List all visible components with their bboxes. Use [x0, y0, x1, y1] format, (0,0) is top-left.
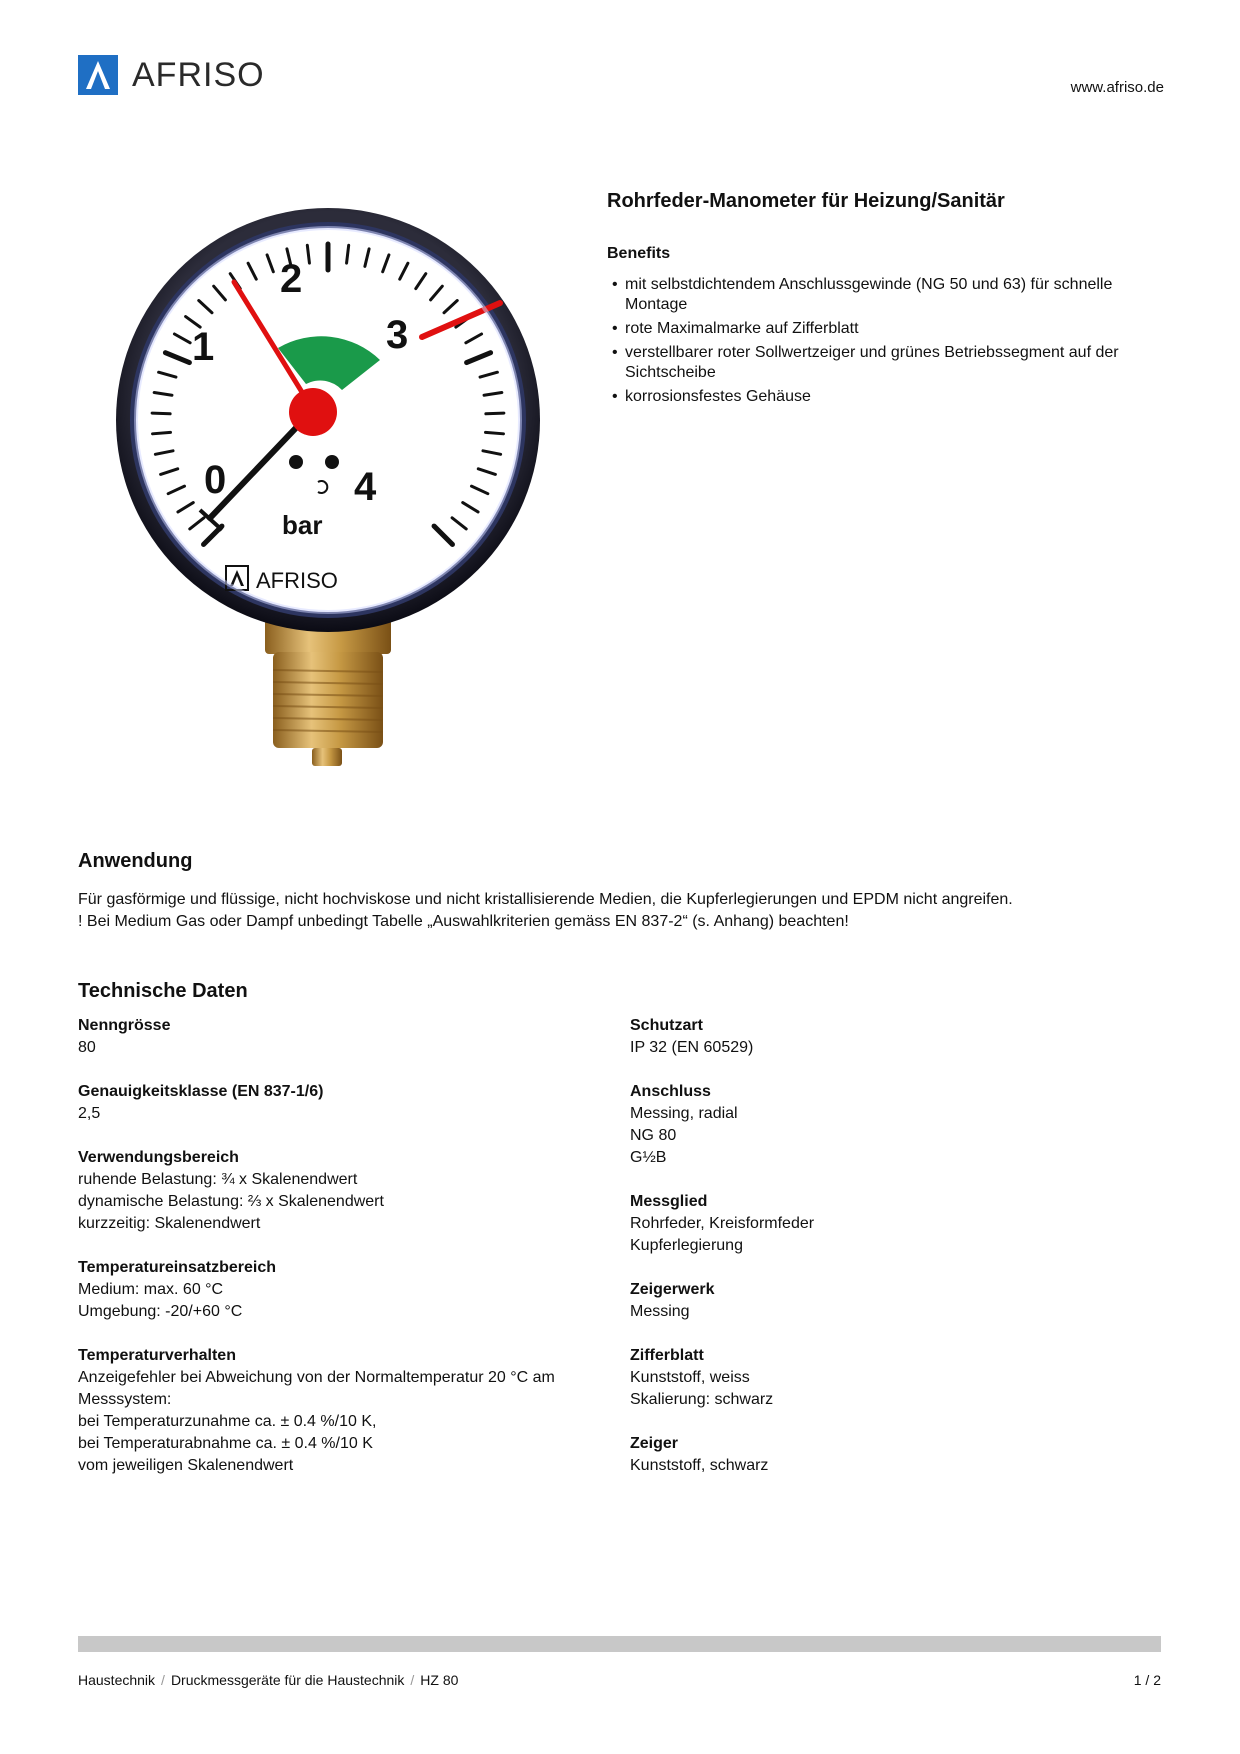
tech-data-value: ruhende Belastung: ¾ x Skalenendwert: [78, 1171, 358, 1188]
tech-data-value: 2,5: [78, 1105, 101, 1122]
gauge-unit: bar: [282, 510, 323, 540]
tech-data-label: Anschluss: [630, 1083, 711, 1100]
product-title: Rohrfeder-Manometer für Heizung/Sanitär: [607, 190, 1005, 212]
tech-data-label: Temperaturverhalten: [78, 1347, 236, 1364]
tech-data-value: Medium: max. 60 °C: [78, 1281, 224, 1298]
tech-data-value: Kunststoff, weiss: [630, 1369, 750, 1386]
tech-data-value: Kunststoff, schwarz: [630, 1457, 769, 1474]
tech-data-label: Messglied: [630, 1193, 708, 1210]
tech-data-label: Schutzart: [630, 1017, 703, 1034]
scale-label-0: 0: [204, 458, 227, 502]
tech-data-block: [630, 1081, 1150, 1169]
tech-data-block: [78, 1345, 598, 1477]
breadcrumb-separator: /: [161, 1672, 165, 1688]
benefits-list: [607, 275, 1167, 407]
tech-data-label: Genauigkeitsklasse (EN 837-1/6): [78, 1083, 324, 1100]
tech-data-value: NG 80: [630, 1127, 677, 1144]
breadcrumb: [78, 1672, 458, 1688]
website-url[interactable]: www.afriso.de: [1070, 79, 1164, 96]
tech-data-label: Zifferblatt: [630, 1347, 704, 1364]
scale-label-2: 2: [280, 257, 303, 301]
breadcrumb-item[interactable]: Druckmessgeräte für die Haustechnik: [170, 1672, 405, 1688]
scale-label-1: 1: [192, 325, 215, 369]
breadcrumb-separator: /: [410, 1672, 415, 1688]
benefit-item: • rote Maximalmarke auf Zifferblatt: [607, 319, 1167, 339]
tech-data-value: Umgebung: -20/+60 °C: [78, 1303, 243, 1320]
benefit-item: • mit selbstdichtendem Anschlussgewinde (NG 50 und 63) für schnelle Montage: [607, 275, 1167, 315]
footer-divider: [78, 1636, 1161, 1652]
tech-data-block: [78, 1015, 598, 1059]
tech-data-value: Kupferlegierung: [630, 1237, 743, 1254]
tech-data-value: bei Temperaturzunahme ca. ± 0.4 %/10 K,: [78, 1413, 377, 1430]
tech-data-left-column: [78, 1015, 598, 1499]
tech-data-value: IP 32 (EN 60529): [630, 1039, 754, 1056]
anwendung-text: [78, 889, 1178, 933]
tech-data-value: Messing, radial: [630, 1105, 738, 1122]
tech-data-label: Temperatureinsatzbereich: [78, 1259, 276, 1276]
gauge-brand: AFRISO: [256, 568, 338, 593]
anwendung-heading: Anwendung: [78, 850, 193, 872]
tech-data-block: [630, 1433, 1150, 1477]
tech-data-value: kurzzeitig: Skalenendwert: [78, 1215, 261, 1232]
scale-label-3: 3: [386, 313, 409, 357]
tech-data-label: Nenngrösse: [78, 1017, 171, 1034]
benefits-heading: Benefits: [607, 245, 671, 262]
benefit-item: • verstellbarer roter Sollwertzeiger und grünes Betriebssegment auf der Sichtscheibe: [607, 343, 1167, 383]
tech-data-label: Verwendungsbereich: [78, 1149, 239, 1166]
pressure-gauge-image: [110, 200, 550, 780]
anwendung-line: ! Bei Medium Gas oder Dampf unbedingt Tabelle „Auswahlkriterien gemäss EN 837-2“ (s. Anhang) beachten!: [78, 913, 849, 930]
tech-data-value: Skalierung: schwarz: [630, 1391, 774, 1408]
tech-data-label: Zeigerwerk: [630, 1281, 715, 1298]
brand-name: AFRISO: [132, 55, 265, 94]
tech-data-block: [78, 1257, 598, 1323]
tech-data-value: dynamische Belastung: ⅔ x Skalenendwert: [78, 1193, 384, 1210]
breadcrumb-item[interactable]: Haustechnik: [78, 1672, 156, 1688]
afriso-logo-icon: [78, 55, 118, 95]
tech-data-value: G½B: [630, 1149, 667, 1166]
page-number: 1 / 2: [1133, 1672, 1161, 1688]
tech-data-value: bei Temperaturabnahme ca. ± 0.4 %/10 K: [78, 1435, 373, 1452]
scale-label-4: 4: [354, 465, 377, 509]
tech-data-value: Rohrfeder, Kreisformfeder: [630, 1215, 815, 1232]
tech-data-block: [78, 1081, 598, 1125]
benefit-item: • korrosionsfestes Gehäuse: [607, 387, 1167, 407]
tech-data-block: [630, 1015, 1150, 1059]
anwendung-line: Für gasförmige und flüssige, nicht hochviskose und nicht kristallisierende Medien, die Kupferlegierungen und EPDM nicht angreifen.: [78, 891, 1013, 908]
breadcrumb-item[interactable]: HZ 80: [420, 1672, 459, 1688]
afriso-logo: [78, 55, 265, 95]
tech-data-value: Messing: [630, 1303, 690, 1320]
tech-data-block: [78, 1147, 598, 1235]
tech-data-value: Anzeigefehler bei Abweichung von der Normaltemperatur 20 °C am Messsystem:: [78, 1369, 555, 1408]
tech-data-block: [630, 1345, 1150, 1411]
footer: [78, 1672, 1161, 1688]
product-summary: [607, 190, 1167, 411]
tech-data-label: Zeiger: [630, 1435, 679, 1452]
tech-data-block: [630, 1279, 1150, 1323]
technische-daten-heading: Technische Daten: [78, 980, 248, 1002]
tech-data-right-column: [630, 1015, 1150, 1499]
tech-data-block: [630, 1191, 1150, 1257]
tech-data-value: 80: [78, 1039, 96, 1056]
tech-data-value: vom jeweiligen Skalenendwert: [78, 1457, 294, 1474]
